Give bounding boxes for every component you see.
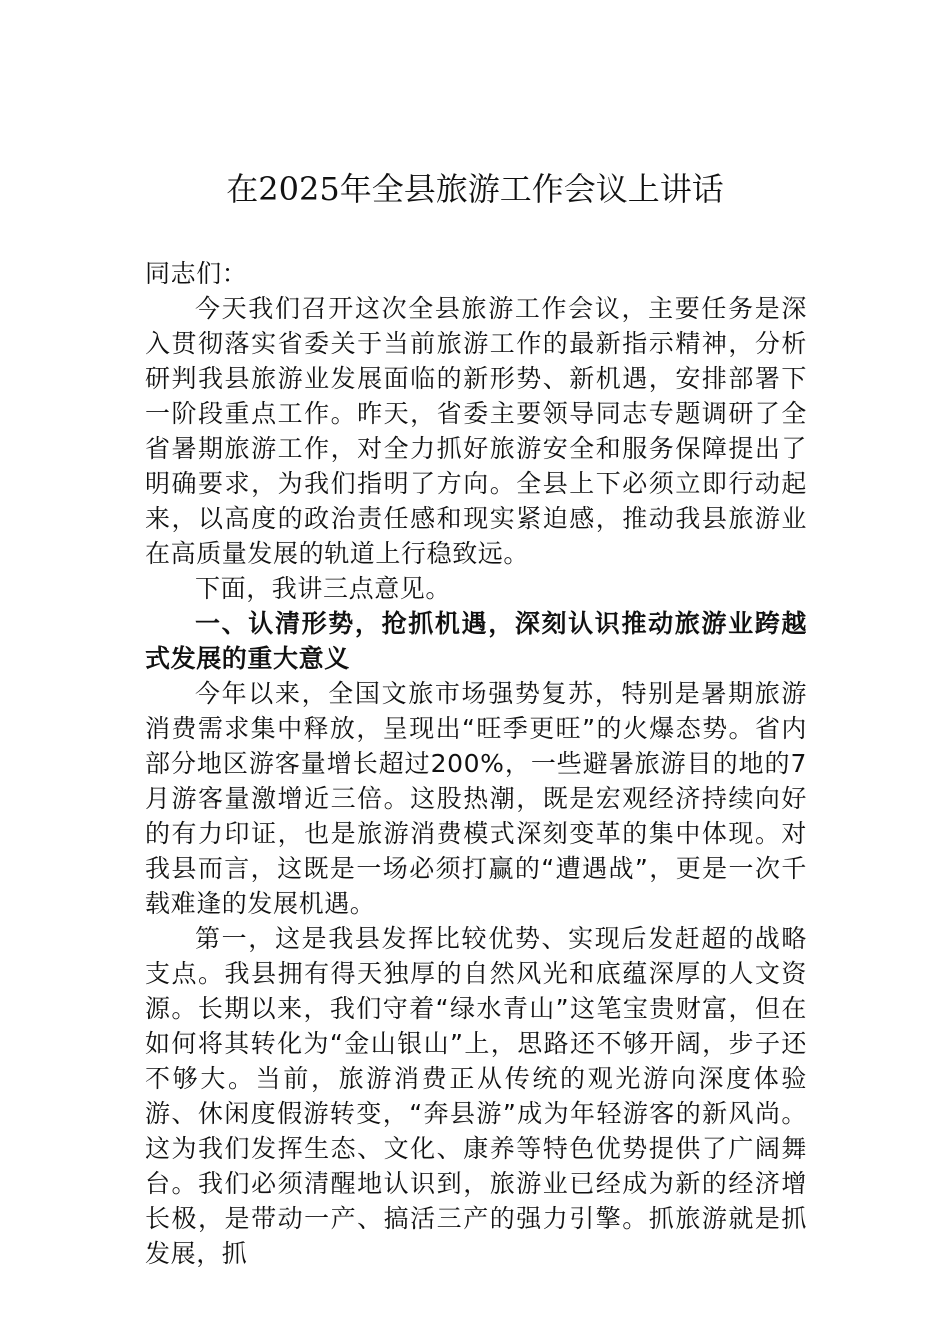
outline-paragraph: 下面，我讲三点意见。 bbox=[195, 574, 452, 603]
document-body bbox=[145, 256, 807, 1271]
section-paragraph: 今年以来，全国文旅市场强势复苏，特别是暑期旅游消费需求集中释放，呈现出“旺季更旺”的火爆态势。省内部分地区游客量增长超过200%，一些避暑旅游目的地的7月游客量激增近三倍。这股热潮，既是宏观经济持续向好的有力印证，也是旅游消费模式深刻变革的集中体现。对我县而言，这既是一场必须打赢的“遭遇战”，更是一次千载难逢的发展机遇。 bbox=[145, 679, 807, 918]
section-paragraph: 第一，这是我县发挥比较优势、实现后发赶超的战略支点。我县拥有得天独厚的自然风光和底蕴深厚的人文资源。长期以来，我们守着“绿水青山”这笔宝贵财富，但在如何将其转化为“金山银山”上，思路还不够开阔，步子还不够大。当前，旅游消费正从传统的观光游向深度体验游、休闲度假游转变，“奔县游”成为年轻游客的新风尚。这为我们发挥生态、文化、康养等特色优势提供了广阔舞台。我们必须清醒地认识到，旅游业已经成为新的经济增长极，是带动一产、搞活三产的强力引擎。抓旅游就是抓发展，抓 bbox=[145, 924, 807, 1268]
document-title: 在2025年全县旅游工作会议上讲话 bbox=[226, 170, 724, 208]
intro-paragraph: 今天我们召开这次全县旅游工作会议，主要任务是深入贯彻落实省委关于当前旅游工作的最新指示精神，分析研判我县旅游业发展面临的新形势、新机遇，安排部署下一阶段重点工作。昨天，省委主要领导同志专题调研了全省暑期旅游工作，对全力抓好旅游安全和服务保障提出了明确要求，为我们指明了方向。全县上下必须立即行动起来，以高度的政治责任感和现实紧迫感，推动我县旅游业在高质量发展的轨道上行稳致远。 bbox=[145, 294, 807, 568]
document-page bbox=[145, 0, 807, 1344]
section-heading: 一、认清形势，抢抓机遇，深刻认识推动旅游业跨越式发展的重大意义 bbox=[145, 609, 807, 673]
salutation: 同志们： bbox=[145, 259, 248, 288]
